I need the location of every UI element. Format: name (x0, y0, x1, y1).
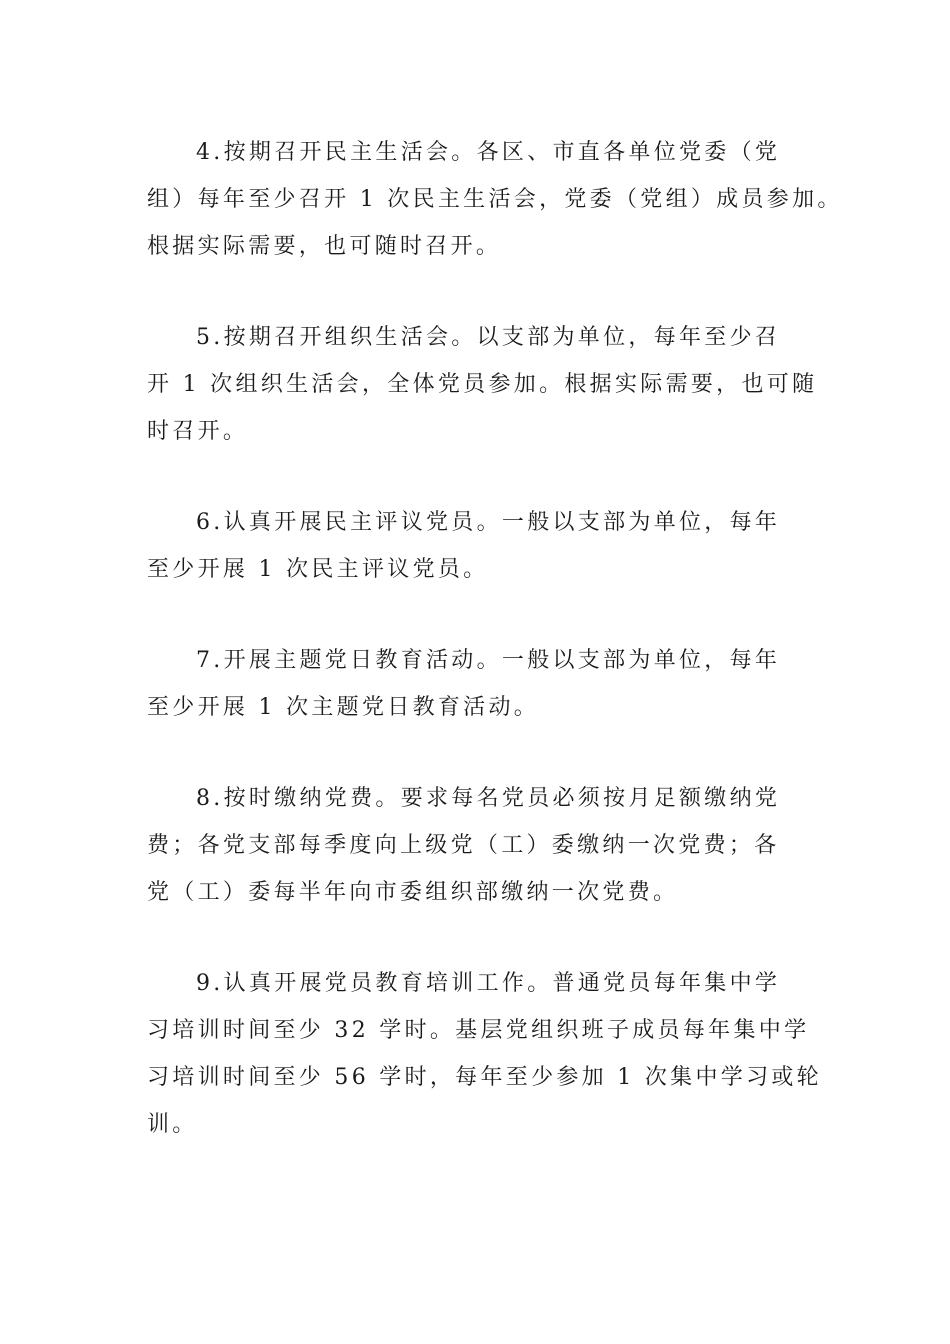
text-line: 开 1 次组织生活会，全体党员参加。根据实际需要，也可随 (147, 372, 818, 397)
text-line: 至少开展 1 次主题党日教育活动。 (147, 695, 540, 720)
text-line: 党（工）委每半年向市委组织部缴纳一次党费。 (147, 880, 679, 905)
text-line: 8.按时缴纳党费。要求每名党员必须按月足额缴纳党 (196, 786, 781, 811)
text-line: 5.按期召开组织生活会。以支部为单位，每年至少召 (196, 325, 781, 350)
paragraph-6 (147, 499, 847, 593)
text-line: 时召开。 (147, 419, 249, 444)
document-page (147, 129, 847, 1192)
text-line: 9.认真开展党员教育培训工作。普通党员每年集中学 (196, 971, 781, 996)
paragraph-5 (147, 314, 847, 455)
paragraph-9 (147, 960, 847, 1148)
text-line: 训。 (147, 1112, 198, 1137)
text-line: 习培训时间至少 56 学时，每年至少参加 1 次集中学习或轮 (147, 1065, 822, 1090)
text-line: 费；各党支部每季度向上级党（工）委缴纳一次党费；各 (147, 833, 780, 858)
text-line: 根据实际需要，也可随时召开。 (147, 234, 502, 259)
paragraph-4 (147, 129, 847, 270)
text-line: 7.开展主题党日教育活动。一般以支部为单位，每年 (196, 648, 781, 673)
paragraph-8 (147, 775, 847, 916)
paragraph-7 (147, 637, 847, 731)
text-line: 6.认真开展民主评议党员。一般以支部为单位，每年 (196, 510, 781, 535)
text-line: 组）每年至少召开 1 次民主生活会，党委（党组）成员参加。 (147, 187, 843, 212)
text-line: 4.按期召开民主生活会。各区、市直各单位党委（党 (196, 140, 781, 165)
text-line: 习培训时间至少 32 学时。基层党组织班子成员每年集中学 (147, 1018, 810, 1043)
text-line: 至少开展 1 次民主评议党员。 (147, 557, 489, 582)
